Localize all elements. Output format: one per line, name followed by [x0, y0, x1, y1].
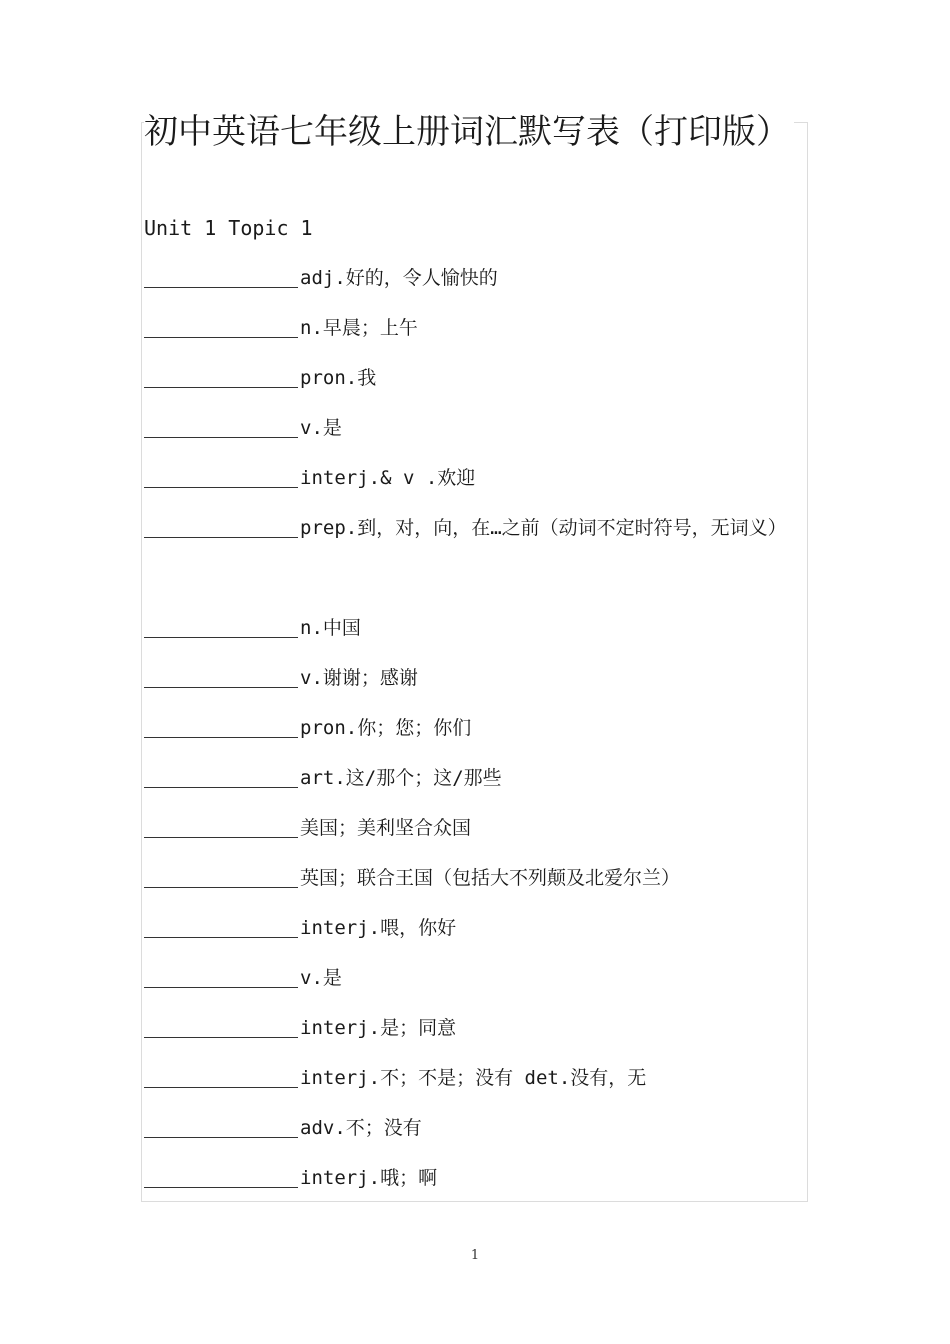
answer-blank[interactable] — [144, 1007, 298, 1038]
vocab-gloss: interj.不；不是；没有 det.没有，无 — [300, 1067, 647, 1089]
vocab-row — [144, 452, 808, 502]
vocab-gloss: n.早晨；上午 — [300, 317, 418, 339]
vocab-gloss: 美国；美利坚合众国 — [300, 817, 472, 839]
vocab-gloss: n.中国 — [300, 617, 361, 639]
answer-blank[interactable] — [144, 907, 298, 938]
vocab-gloss: prep.到，对，向，在…之前（动词不定时符号，无词义） — [300, 517, 787, 539]
answer-blank[interactable] — [144, 507, 298, 538]
vocab-gloss: 英国；联合王国（包括大不列颠及北爱尔兰） — [300, 867, 681, 889]
answer-blank[interactable] — [144, 257, 298, 288]
answer-blank[interactable] — [144, 657, 298, 688]
vocab-gloss: v.是 — [300, 967, 342, 989]
vocab-gloss: v.是 — [300, 417, 342, 439]
vocab-gloss: interj.& v .欢迎 — [300, 467, 476, 489]
vocab-row — [144, 302, 808, 352]
answer-blank[interactable] — [144, 857, 298, 888]
answer-blank[interactable] — [144, 357, 298, 388]
vocab-gloss: adj.好的，令人愉快的 — [300, 267, 498, 289]
answer-blank[interactable] — [144, 1107, 298, 1138]
answer-blank[interactable] — [144, 807, 298, 838]
vocab-row — [144, 1152, 808, 1202]
vocabulary-list — [144, 252, 808, 1202]
answer-blank[interactable] — [144, 307, 298, 338]
answer-blank[interactable] — [144, 1157, 298, 1188]
vocab-row — [144, 902, 808, 952]
vocab-row — [144, 402, 808, 452]
vocab-row — [144, 802, 808, 852]
vocab-gloss: interj.哦；啊 — [300, 1167, 438, 1189]
answer-blank[interactable] — [144, 407, 298, 438]
answer-blank[interactable] — [144, 457, 298, 488]
vocab-row — [144, 1052, 808, 1102]
vocab-row — [144, 602, 808, 652]
vocab-gloss: adv.不；没有 — [300, 1117, 422, 1139]
vocab-row — [144, 852, 808, 902]
vocab-row — [144, 702, 808, 752]
vocab-gloss: interj.是；同意 — [300, 1017, 457, 1039]
vocab-row — [144, 752, 808, 802]
vocab-row — [144, 1102, 808, 1152]
section-heading: Unit 1 Topic 1 — [144, 216, 313, 240]
answer-blank[interactable] — [144, 707, 298, 738]
vocab-row — [144, 502, 808, 602]
answer-blank[interactable] — [144, 1057, 298, 1088]
answer-blank[interactable] — [144, 607, 298, 638]
page-number: 1 — [470, 1248, 480, 1263]
vocab-row — [144, 252, 808, 302]
vocab-row — [144, 352, 808, 402]
vocab-row — [144, 952, 808, 1002]
vocab-row — [144, 652, 808, 702]
vocab-gloss: v.谢谢；感谢 — [300, 667, 418, 689]
vocab-gloss: interj.喂，你好 — [300, 917, 457, 939]
vocab-row — [144, 1002, 808, 1052]
vocab-gloss: pron.我 — [300, 367, 377, 389]
page-title: 初中英语七年级上册词汇默写表（打印版） — [144, 108, 794, 156]
answer-blank[interactable] — [144, 957, 298, 988]
vocab-gloss: art.这/那个；这/那些 — [300, 767, 502, 789]
answer-blank[interactable] — [144, 757, 298, 788]
vocab-gloss: pron.你；您；你们 — [300, 717, 472, 739]
